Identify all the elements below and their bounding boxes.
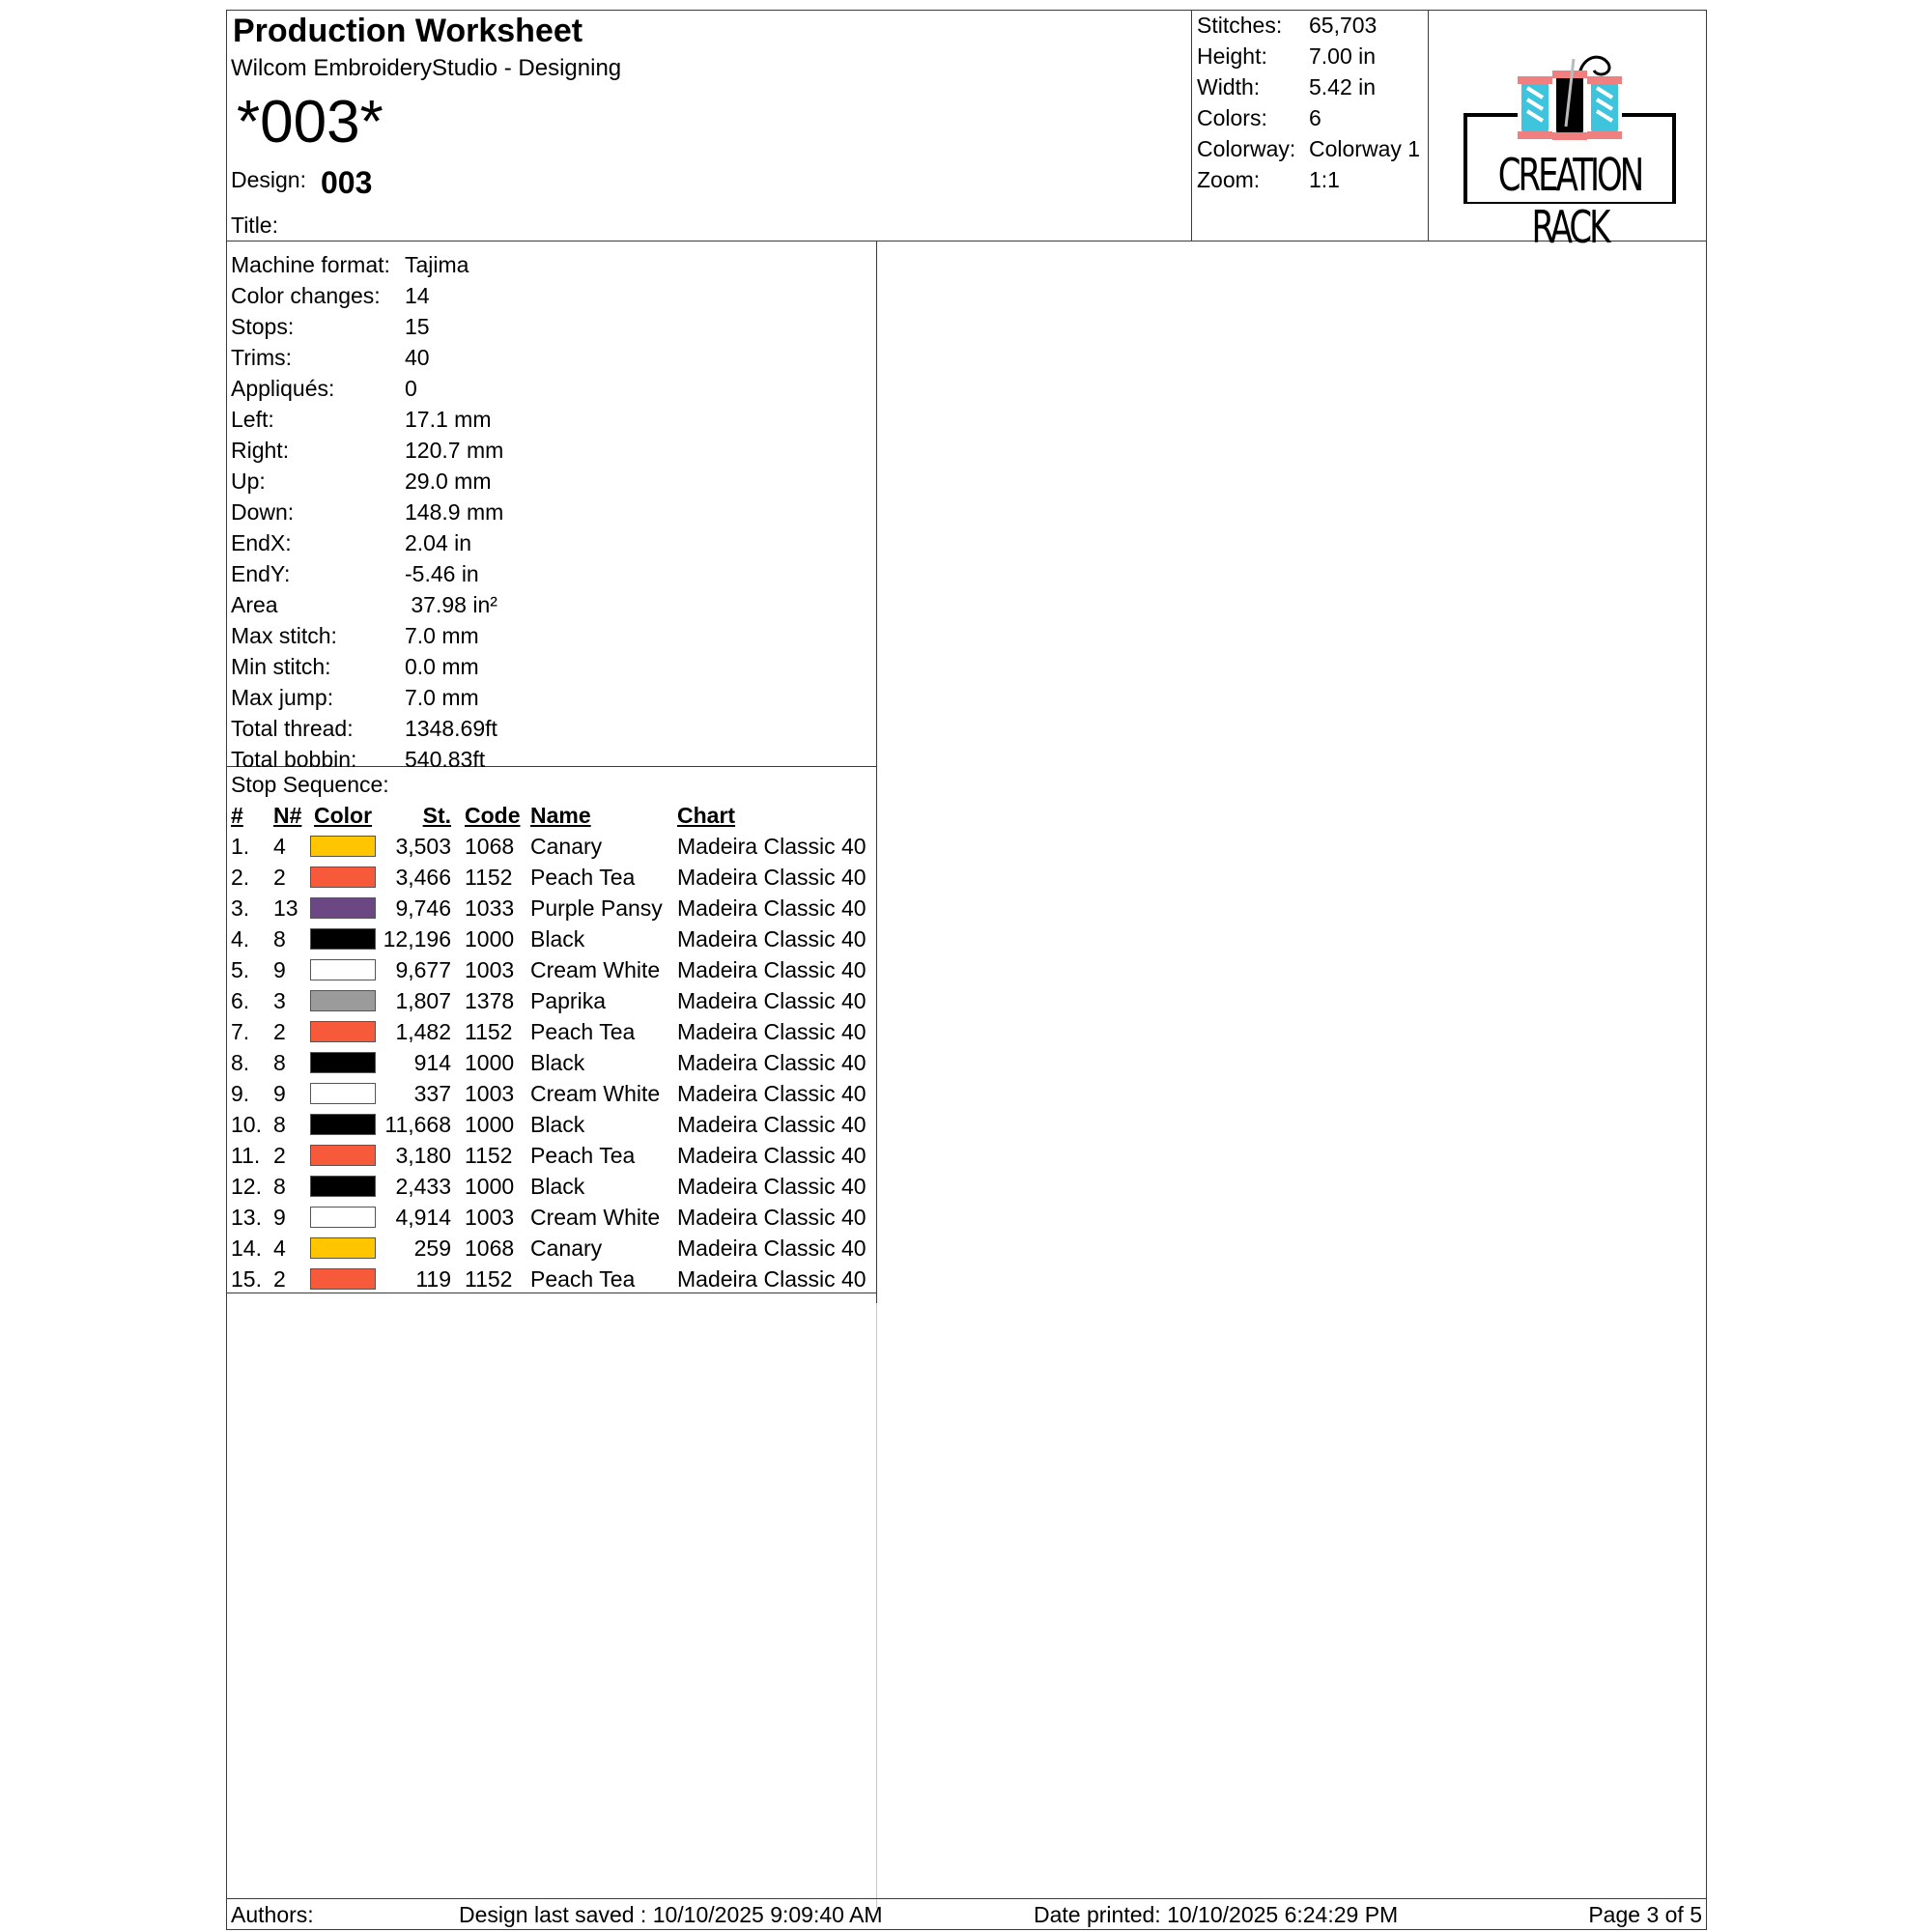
design-label: Design: — [231, 167, 306, 192]
stop-index: 3. — [231, 895, 250, 921]
thread-code: 1152 — [465, 1143, 513, 1168]
color-swatch — [310, 1268, 376, 1290]
stitch-count: 4,914 — [395, 1205, 451, 1230]
stitches-value: 65,703 — [1309, 13, 1378, 38]
logo-divider — [1428, 11, 1429, 241]
thread-code: 1068 — [465, 1236, 515, 1261]
stop-index: 15. — [231, 1266, 262, 1292]
needle-number: 3 — [273, 988, 286, 1013]
stop-index: 1. — [231, 834, 250, 859]
needle-number: 8 — [273, 1174, 286, 1199]
thread-chart: Madeira Classic 40 — [677, 1081, 867, 1106]
detail-label: Right: — [231, 438, 290, 463]
logo-text: CREATION RACK — [1497, 150, 1642, 254]
thread-code: 1152 — [465, 1266, 513, 1292]
needle-number: 2 — [273, 1266, 286, 1292]
colorway-value: Colorway 1 — [1309, 136, 1421, 161]
stop-index: 4. — [231, 926, 250, 952]
detail-label: Stops: — [231, 314, 295, 339]
footer-last-saved: Design last saved : 10/10/2025 9:09:40 AM — [459, 1902, 883, 1927]
detail-label: EndY: — [231, 561, 291, 586]
detail-label: Min stitch: — [231, 654, 331, 679]
stitch-count: 914 — [413, 1050, 451, 1075]
thread-code: 1000 — [465, 1050, 515, 1075]
detail-label: Trims: — [231, 345, 293, 370]
col-header-code: Code — [465, 803, 521, 828]
title-label: Title: — [231, 213, 278, 238]
color-swatch — [310, 959, 376, 980]
color-swatch — [310, 1083, 376, 1104]
summary-divider — [1191, 11, 1192, 241]
detail-value: 0.0 mm — [405, 654, 479, 679]
stop-index: 9. — [231, 1081, 250, 1106]
needle-number: 4 — [273, 834, 286, 859]
stop-index: 5. — [231, 957, 250, 982]
needle-number: 2 — [273, 1019, 286, 1044]
thread-name: Black — [530, 1174, 585, 1199]
needle-number: 9 — [273, 1081, 286, 1106]
height-label: Height: — [1197, 43, 1267, 69]
color-swatch — [310, 1145, 376, 1166]
detail-label: Up: — [231, 469, 266, 494]
detail-value: 540.83ft — [405, 747, 486, 772]
thread-name: Cream White — [530, 1081, 661, 1106]
color-swatch — [310, 897, 376, 919]
thread-chart: Madeira Classic 40 — [677, 865, 867, 890]
color-swatch — [310, 836, 376, 857]
detail-value: 7.0 mm — [405, 623, 479, 648]
height-value: 7.00 in — [1309, 43, 1377, 69]
thread-chart: Madeira Classic 40 — [677, 1174, 867, 1199]
thread-name: Purple Pansy — [530, 895, 663, 921]
detail-label: Total bobbin: — [231, 747, 357, 772]
thread-name: Black — [530, 1112, 585, 1137]
detail-value: 120.7 mm — [405, 438, 504, 463]
thread-code: 1000 — [465, 926, 515, 952]
detail-value: 37.98 in² — [405, 592, 497, 617]
color-swatch — [310, 1021, 376, 1042]
stitch-count: 2,433 — [395, 1174, 451, 1199]
stitches-label: Stitches: — [1197, 13, 1283, 38]
needle-number: 4 — [273, 1236, 286, 1261]
stitch-count: 3,503 — [395, 834, 451, 859]
needle-number: 9 — [273, 1205, 286, 1230]
thread-name: Paprika — [530, 988, 606, 1013]
thread-chart: Madeira Classic 40 — [677, 1050, 867, 1075]
detail-label: Down: — [231, 499, 295, 525]
col-header-name: Name — [530, 803, 591, 828]
stop-index: 8. — [231, 1050, 250, 1075]
detail-label: Color changes: — [231, 283, 381, 308]
col-header-index: # — [231, 803, 243, 828]
color-swatch — [310, 1207, 376, 1228]
col-header-needle: N# — [273, 803, 302, 828]
thread-name: Peach Tea — [530, 1266, 636, 1292]
thread-code: 1152 — [465, 865, 513, 890]
thread-name: Cream White — [530, 1205, 661, 1230]
thread-name: Canary — [530, 1236, 603, 1261]
thread-chart: Madeira Classic 40 — [677, 1019, 867, 1044]
detail-value: 0 — [405, 376, 417, 401]
thread-name: Canary — [530, 834, 603, 859]
details-divider-light — [876, 1303, 877, 1908]
col-header-color: Color — [314, 803, 373, 828]
stitch-count: 1,482 — [395, 1019, 451, 1044]
thread-code: 1152 — [465, 1019, 513, 1044]
thread-name: Black — [530, 1050, 585, 1075]
stop-index: 13. — [231, 1205, 262, 1230]
detail-value: 1348.69ft — [405, 716, 497, 741]
detail-label: Area — [231, 592, 278, 617]
color-swatch — [310, 1176, 376, 1197]
details-divider — [876, 241, 877, 1303]
stitch-count: 9,677 — [395, 957, 451, 982]
thread-chart: Madeira Classic 40 — [677, 1112, 867, 1137]
stop-index: 7. — [231, 1019, 250, 1044]
stop-index: 11. — [231, 1143, 261, 1168]
detail-value: 17.1 mm — [405, 407, 492, 432]
col-header-chart: Chart — [677, 803, 736, 828]
stitch-count: 9,746 — [395, 895, 451, 921]
detail-label: Total thread: — [231, 716, 354, 741]
zoom-value: 1:1 — [1309, 167, 1340, 192]
thread-code: 1033 — [465, 895, 515, 921]
stitch-count: 3,180 — [395, 1143, 451, 1168]
needle-number: 2 — [273, 865, 286, 890]
color-swatch — [310, 990, 376, 1011]
thread-code: 1003 — [465, 1205, 515, 1230]
thread-code: 1003 — [465, 1081, 515, 1106]
design-value: 003 — [321, 165, 373, 200]
footer-date-printed: Date printed: 10/10/2025 6:24:29 PM — [1034, 1902, 1399, 1927]
stop-index: 2. — [231, 865, 250, 890]
color-swatch — [310, 928, 376, 950]
thread-name: Peach Tea — [530, 1143, 636, 1168]
stop-index: 10. — [231, 1112, 262, 1137]
detail-value: 7.0 mm — [405, 685, 479, 710]
worksheet-page — [226, 10, 1707, 1930]
thread-chart: Madeira Classic 40 — [677, 895, 867, 921]
thread-name: Cream White — [530, 957, 661, 982]
stitch-count: 119 — [415, 1266, 451, 1292]
design-barcode-text: *003* — [237, 89, 384, 156]
thread-name: Peach Tea — [530, 1019, 636, 1044]
detail-label: Max jump: — [231, 685, 334, 710]
width-value: 5.42 in — [1309, 74, 1377, 99]
stitch-count: 12,196 — [383, 926, 451, 952]
thread-code: 1068 — [465, 834, 515, 859]
needle-number: 13 — [273, 895, 298, 921]
thread-name: Peach Tea — [530, 865, 636, 890]
width-label: Width: — [1197, 74, 1261, 99]
colors-label: Colors: — [1197, 105, 1267, 130]
thread-name: Black — [530, 926, 585, 952]
col-header-stitches: St. — [422, 803, 451, 828]
detail-value: -5.46 in — [405, 561, 479, 586]
detail-value: 2.04 in — [405, 530, 472, 555]
thread-chart: Madeira Classic 40 — [677, 1205, 867, 1230]
stitch-count: 11,668 — [384, 1112, 451, 1137]
footer-divider — [227, 1898, 1706, 1899]
thread-chart: Madeira Classic 40 — [677, 1236, 867, 1261]
stitch-count: 259 — [413, 1236, 451, 1261]
stop-index: 14. — [231, 1236, 262, 1261]
detail-value: 14 — [405, 283, 430, 308]
thread-code: 1003 — [465, 957, 515, 982]
detail-value: 29.0 mm — [405, 469, 492, 494]
needle-number: 9 — [273, 957, 286, 982]
stop-index: 6. — [231, 988, 250, 1013]
needle-number: 8 — [273, 926, 286, 952]
stitch-count: 1,807 — [395, 988, 451, 1013]
thread-code: 1000 — [465, 1174, 515, 1199]
color-swatch — [310, 1237, 376, 1259]
stop-index: 12. — [231, 1174, 262, 1199]
color-swatch — [310, 1114, 376, 1135]
thread-chart: Madeira Classic 40 — [677, 834, 867, 859]
page-title: Production Worksheet — [233, 13, 583, 49]
colorway-label: Colorway: — [1197, 136, 1296, 161]
thread-chart: Madeira Classic 40 — [677, 988, 867, 1013]
detail-label: Appliqués: — [231, 376, 335, 401]
detail-value: 148.9 mm — [405, 499, 504, 525]
footer-authors: Authors: — [231, 1902, 314, 1927]
stop-sequence-label: Stop Sequence: — [231, 772, 389, 797]
needle-number: 8 — [273, 1112, 286, 1137]
detail-label: Max stitch: — [231, 623, 337, 648]
footer-page-number: Page 3 of 5 — [1588, 1902, 1702, 1927]
color-swatch — [310, 867, 376, 888]
detail-label: EndX: — [231, 530, 292, 555]
needle-number: 2 — [273, 1143, 286, 1168]
thread-chart: Madeira Classic 40 — [677, 926, 867, 952]
zoom-label: Zoom: — [1197, 167, 1261, 192]
colors-value: 6 — [1309, 105, 1321, 130]
creation-rack-logo — [1454, 49, 1686, 254]
software-name: Wilcom EmbroideryStudio - Designing — [231, 55, 622, 81]
detail-value: 40 — [405, 345, 430, 370]
color-swatch — [310, 1052, 376, 1073]
thread-code: 1378 — [465, 988, 515, 1013]
detail-value: 15 — [405, 314, 430, 339]
thread-code: 1000 — [465, 1112, 515, 1137]
thread-chart: Madeira Classic 40 — [677, 1143, 867, 1168]
detail-label: Left: — [231, 407, 274, 432]
thread-chart: Madeira Classic 40 — [677, 957, 867, 982]
needle-number: 8 — [273, 1050, 286, 1075]
stitch-count: 3,466 — [395, 865, 451, 890]
thread-chart: Madeira Classic 40 — [677, 1266, 867, 1292]
detail-value: Tajima — [405, 252, 469, 277]
stitch-count: 337 — [413, 1081, 451, 1106]
detail-label: Machine format: — [231, 252, 390, 277]
